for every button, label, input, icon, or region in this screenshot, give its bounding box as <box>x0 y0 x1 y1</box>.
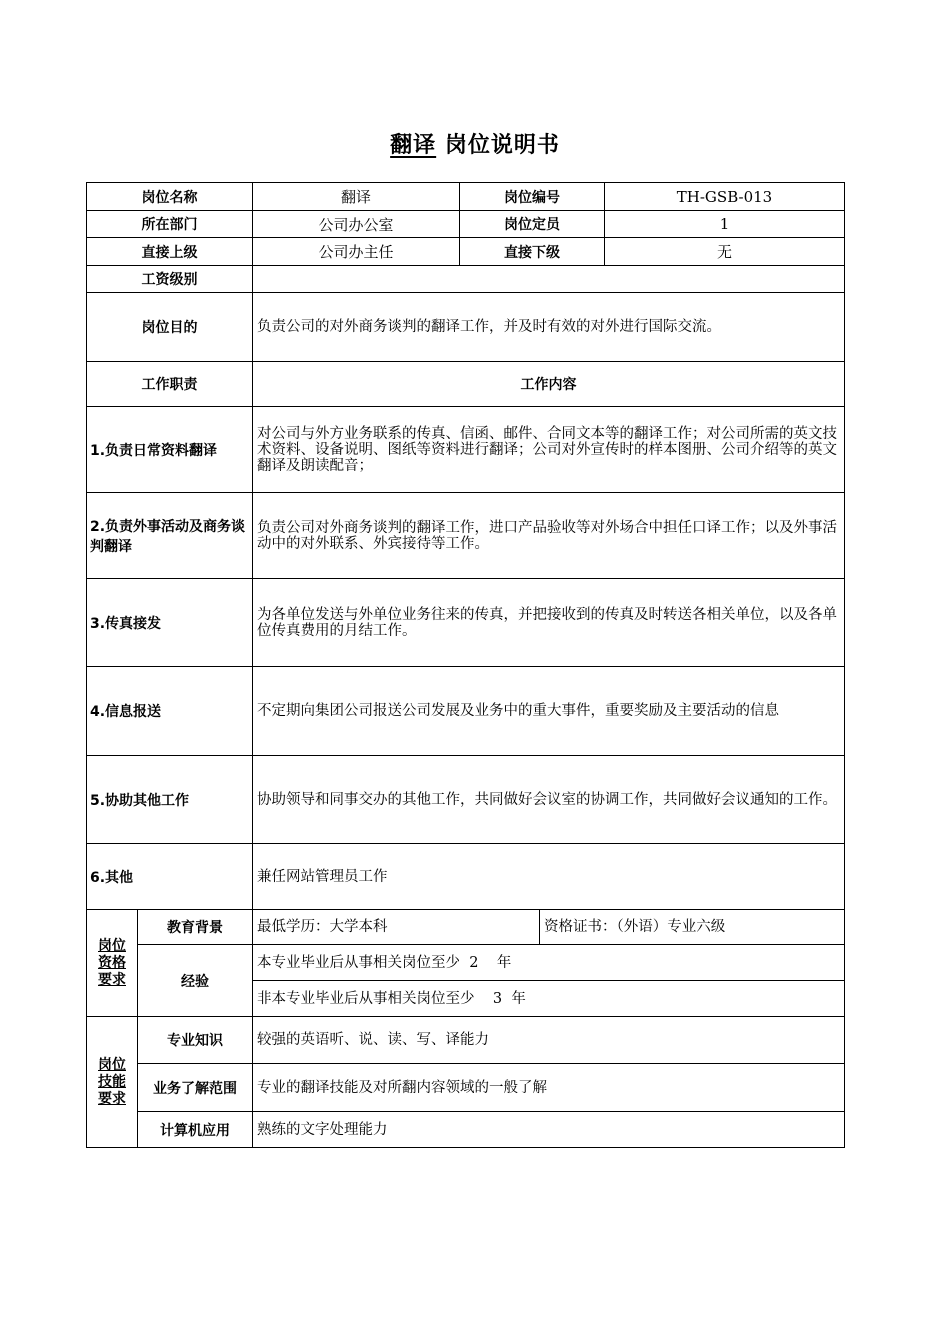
row-knowledge <box>87 1017 845 1064</box>
row-experience-1 <box>87 945 845 981</box>
duty-content: 为各单位发送与外单位业务往来的传真，并把接收到的传真及时转送各相关单位，以及各单位传真费用的月结工作。 <box>253 579 845 667</box>
experience-line-2: 非本专业毕业后从事相关岗位至少 3 年 <box>253 981 845 1017</box>
duty-content: 兼任网站管理员工作 <box>253 844 845 910</box>
subordinate-label: 直接下级 <box>460 238 605 266</box>
knowledge-label: 专业知识 <box>138 1017 253 1064</box>
row-computer <box>87 1112 845 1148</box>
row-education <box>87 910 845 945</box>
purpose-label: 岗位目的 <box>87 293 253 362</box>
duty-content: 协助领导和同事交办的其他工作，共同做好会议室的协调工作，共同做好会议通知的工作。 <box>253 756 845 844</box>
position-name-label: 岗位名称 <box>87 183 253 211</box>
position-code-value: TH-GSB-013 <box>605 183 845 211</box>
duty-row <box>87 493 845 579</box>
certificate-value: 资格证书：（外语）专业六级 <box>540 910 845 945</box>
duty-title: 5.协助其他工作 <box>87 756 253 844</box>
row-salary <box>87 266 845 293</box>
page-title <box>0 128 950 159</box>
knowledge-value: 较强的英语听、说、读、写、译能力 <box>253 1017 845 1064</box>
computer-value: 熟练的文字处理能力 <box>253 1112 845 1148</box>
row-superior <box>87 238 845 266</box>
duty-content: 不定期向集团公司报送公司发展及业务中的重大事件，重要奖励及主要活动的信息 <box>253 667 845 756</box>
quota-label: 岗位定员 <box>460 211 605 238</box>
department-value: 公司办公室 <box>253 211 460 238</box>
duty-title: 1.负责日常资料翻译 <box>87 407 253 493</box>
purpose-text: 负责公司的对外商务谈判的翻译工作，并及时有效的对外进行国际交流。 <box>253 293 845 362</box>
salary-label: 工资级别 <box>87 266 253 293</box>
duty-row <box>87 407 845 493</box>
row-purpose <box>87 293 845 362</box>
superior-value: 公司办主任 <box>253 238 460 266</box>
superior-label: 直接上级 <box>87 238 253 266</box>
qualification-group-label: 岗位资格要求 <box>87 910 138 1017</box>
quota-value: 1 <box>605 211 845 238</box>
job-description-table <box>86 182 845 1148</box>
title-job-name: 翻译 <box>390 133 437 158</box>
duty-content: 对公司与外方业务联系的传真、信函、邮件、合同文本等的翻译工作；对公司所需的英文技术资料、设备说明、图纸等资料进行翻译；公司对外宣传时的样本图册、公司介绍等的英文翻译及朗读配音； <box>253 407 845 493</box>
duty-title: 6.其他 <box>87 844 253 910</box>
duty-row <box>87 667 845 756</box>
duty-title: 2.负责外事活动及商务谈判翻译 <box>87 493 253 579</box>
position-name-value: 翻译 <box>253 183 460 211</box>
duty-title: 4.信息报送 <box>87 667 253 756</box>
experience-label: 经验 <box>138 945 253 1017</box>
position-code-label: 岗位编号 <box>460 183 605 211</box>
title-suffix: 岗位说明书 <box>444 133 560 158</box>
business-value: 专业的翻译技能及对所翻内容领域的一般了解 <box>253 1064 845 1112</box>
duties-header-right: 工作内容 <box>253 362 845 407</box>
duty-row <box>87 756 845 844</box>
duty-row <box>87 844 845 910</box>
subordinate-value: 无 <box>605 238 845 266</box>
computer-label: 计算机应用 <box>138 1112 253 1148</box>
department-label: 所在部门 <box>87 211 253 238</box>
row-duties-header <box>87 362 845 407</box>
experience-line-1: 本专业毕业后从事相关岗位至少 2 年 <box>253 945 845 981</box>
duties-header-left: 工作职责 <box>87 362 253 407</box>
duty-title: 3.传真接发 <box>87 579 253 667</box>
business-label: 业务了解范围 <box>138 1064 253 1112</box>
salary-value <box>253 266 845 293</box>
education-label: 教育背景 <box>138 910 253 945</box>
duty-content: 负责公司对外商务谈判的翻译工作，进口产品验收等对外场合中担任口译工作；以及外事活动中的对外联系、外宾接待等工作。 <box>253 493 845 579</box>
row-department <box>87 211 845 238</box>
education-value: 最低学历：大学本科 <box>253 910 540 945</box>
skills-group-label: 岗位技能要求 <box>87 1017 138 1148</box>
row-position-name <box>87 183 845 211</box>
duty-row <box>87 579 845 667</box>
row-business <box>87 1064 845 1112</box>
